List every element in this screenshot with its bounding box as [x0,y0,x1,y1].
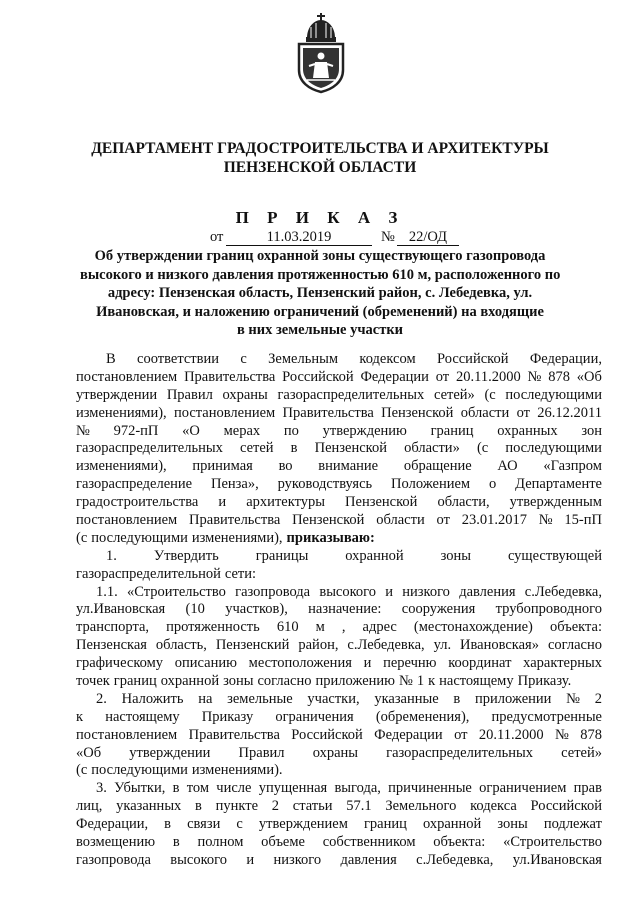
title-line: Ивановская, и наложению ограничений (обременений) на входящие [96,303,544,320]
body-line: газораспределение Пенза», руководствуясь Положением о Департаменте [76,476,602,493]
number-label: № [381,229,395,245]
body-line: 2. Наложить на земельные участки, указанные в приложении № 2 [96,690,602,707]
order-title [80,247,560,340]
body-line: графическому описанию местоположения и перечню координат характерных [76,655,602,672]
body-line: (с последующими изменениями). [76,762,283,779]
coat-of-arms-icon [293,12,349,94]
body-line: 3. Убытки, в том числе упущенная выгода, причиненные ограничением прав [96,780,602,797]
body-line: 1.1. «Строительство газопровода высокого и низкого давления с.Лебедевка, [96,583,602,600]
title-line: в них земельные участки [236,322,404,338]
title-line: высокого и низкого давления протяженностью 610 м, расположенного по [80,266,561,283]
body-line: «Об утверждении Правил охраны газораспределительных сетей» [76,744,602,761]
department-name-line1: ДЕПАРТАМЕНТ ГРАДОСТРОИТЕЛЬСТВА И АРХИТЕКТУРЫ [91,140,549,157]
body-line: В соответствии с Земельным кодексом Российской Федерации, [106,351,602,367]
body-line: к настоящему Приказу ограничения (обременения), предусмотренные [76,708,602,725]
body-line: № 972-пП «О мерах по утверждению границ охранных зон [76,422,602,439]
body-line: Федерации, в связи с утверждением границ охранной зоны подлежат [76,816,602,833]
body-line: изменениями), принимая во внимание обращение АО «Газпром [76,458,602,475]
body-line: постановлением Правительства Российской Федерации от 20.11.2000 № 878 «Об [76,368,602,385]
date-from-label: от [210,229,224,245]
body-line: постановлением Правительства Российской Федерации от 20.11.2000 № 878 [76,726,602,743]
body-line: постановлением Правительства Пензенской области от 23.01.2017 № 15-пП [76,512,602,529]
order-date: 11.03.2019 [226,229,372,246]
body-line: лиц, указанных в пункте 2 статьи 57.1 Земельного кодекса Российской [76,798,602,815]
body-line: газораспределительной сети: [76,565,257,582]
title-line: Об утверждении границ охранной зоны существующего газопровода [94,248,546,264]
body-line: точек границ охранной зоны согласно приложению № 1 к настоящему Приказу. [76,673,572,690]
body-line: (с последующими изменениями), приказываю: [76,529,375,546]
title-line: адресу: Пензенская область, Пензенский район, с. Лебедевка, ул. [107,285,533,301]
body-line: изменениями), постановлением Правительства Пензенской области от 26.12.2011 [76,404,602,421]
body-line: утверждении Правил охраны газораспределительных сетей» (с последующими [76,386,602,403]
body-line: Пензенская область, Пензенский район, с.Лебедевка, ул. Ивановская» согласно [76,637,602,654]
body-line: ул.Ивановская (10 участков), назначение: сооружения трубопроводного [76,601,602,618]
department-name-line2: ПЕНЗЕНСКОЙ ОБЛАСТИ [223,159,417,176]
order-heading: П Р И К А З [235,208,405,227]
body-line: газораспределительных сетей в Пензенской области» (с последующими [76,440,602,457]
order-body [76,351,602,870]
body-line: 1. Утвердить границы охранной зоны существующей [106,547,602,564]
body-line: градостроительства и архитектуры Пензенской области, утвержденным [76,494,602,511]
order-number: 22/ОД [397,229,459,246]
body-line: газопровода высокого и низкого давления с.Лебедевка, ул.Ивановская [76,851,602,868]
body-line: возмещению в полном объеме собственником объекта: «Строительство [76,834,602,851]
body-line: транспорта, протяженность 610 м , адрес (местонахождение) объекта: [76,619,602,636]
